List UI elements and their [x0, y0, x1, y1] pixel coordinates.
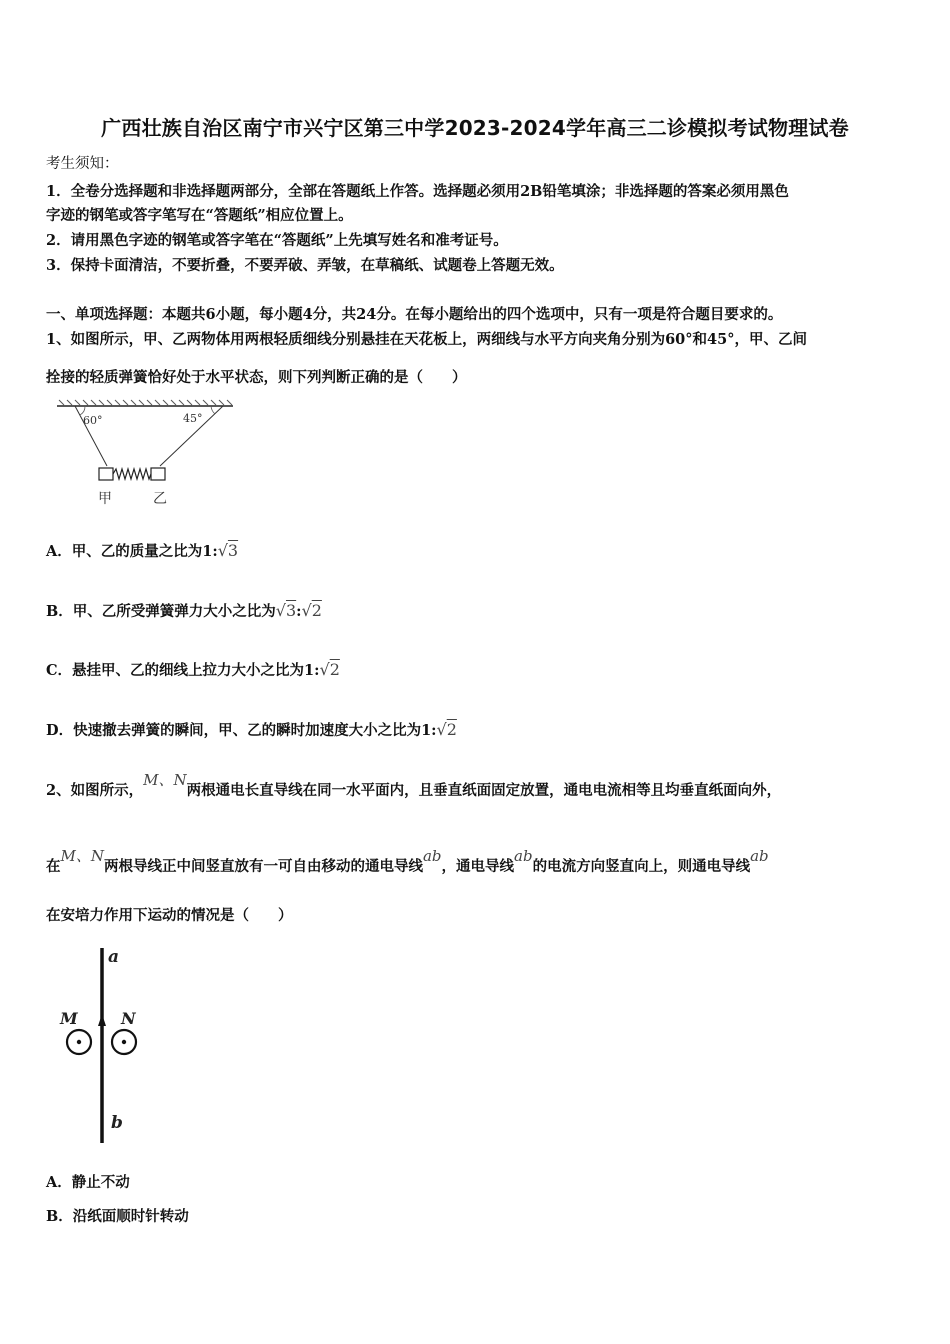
q1-option-b-math1: √3: [275, 601, 297, 620]
q1-option-d-text: D．快速撤去弹簧的瞬间，甲、乙的瞬时加速度大小之比为1:: [46, 722, 437, 739]
notice-item-1b: 字迹的钢笔或答字笔写在“答题纸”相应位置上。: [46, 207, 353, 224]
q2-stem-line3: 在安培力作用下运动的情况是（ ）: [46, 907, 293, 924]
q1-option-c-text: C．悬挂甲、乙的细线上拉力大小之比为1:: [46, 662, 320, 679]
q1-option-b-text: B．甲、乙所受弹簧弹力大小之比为: [46, 603, 276, 620]
q2-line1-rest: 两根通电长直导线在同一水平面内，且垂直纸面固定放置，通电电流相等且均垂直纸面向外，: [186, 782, 782, 799]
q1-option-c[interactable]: [46, 659, 340, 680]
q2-label-b: b: [111, 1113, 123, 1133]
q1-stem-line2: 拴接的轻质弹簧恰好处于水平状态，则下列判断正确的是（ ）: [46, 369, 467, 386]
q1-option-b-sep: :: [296, 603, 302, 620]
q1-angle-right: 45°: [183, 412, 203, 425]
q2-option-b[interactable]: B．沿纸面顺时针转动: [46, 1208, 189, 1225]
notice-item-3: 3．保持卡面清洁，不要折叠，不要弄破、弄皱，在草稿纸、试题卷上答题无效。: [46, 257, 564, 274]
notice-item-2: 2．请用黑色字迹的钢笔或答字笔在“答题纸”上先填写姓名和准考证号。: [46, 232, 508, 249]
q2-label-n: N: [121, 1009, 136, 1028]
q1-option-a-text: A．甲、乙的质量之比为1:: [46, 543, 218, 560]
q2-label-m: M: [60, 1009, 78, 1028]
q2-option-a[interactable]: A．静止不动: [46, 1174, 130, 1191]
q1-option-d-math: √2: [436, 720, 457, 739]
q2-label-a: a: [108, 947, 120, 967]
q2-figure: [55, 940, 175, 1150]
q2-ab-2: ab: [514, 847, 533, 865]
q2-ab-1: ab: [422, 847, 442, 865]
q2-stem-line2: [46, 847, 769, 876]
q2-line2-b: 两根导线正中间竖直放有一可自由移动的通电导线: [103, 858, 423, 875]
notice-heading: 考生须知：: [46, 156, 119, 172]
section-heading: 一、单项选择题：本题共6小题，每小题4分，共24分。在每小题给出的四个选项中，只有一项是符合题目要求的。: [46, 306, 783, 323]
page-title: 广西壮族自治区南宁市兴宁区第三中学2023-2024学年高三二诊模拟考试物理试卷: [101, 116, 849, 140]
q1-label-yi: 乙: [153, 491, 167, 507]
q1-option-c-math: √2: [319, 660, 340, 679]
q1-figure: [55, 398, 235, 513]
q2-prefix: 2、如图所示，: [46, 782, 144, 799]
q1-option-b-math2: √2: [301, 601, 322, 620]
q2-line2-d: 的电流方向竖直向上，则通电导线: [532, 858, 751, 875]
q1-option-a-math: √3: [217, 541, 239, 560]
q2-mn-1: M、N: [143, 771, 187, 789]
q2-stem-line1: [46, 771, 782, 800]
q2-mn-2: M、N: [60, 847, 104, 865]
q1-angle-left: 60°: [83, 414, 103, 427]
q1-stem-line1: 1、如图所示，甲、乙两物体用两根轻质细线分别悬挂在天花板上，两细线与水平方向夹角分别为60°和45°，甲、乙间: [46, 331, 807, 348]
q1-option-b[interactable]: [46, 600, 322, 621]
q1-label-jia: 甲: [98, 491, 112, 507]
q1-option-a[interactable]: [46, 540, 238, 561]
q1-option-d[interactable]: [46, 719, 457, 740]
q2-line2-c: ，通电导线: [441, 858, 515, 875]
q2-ab-3: ab: [750, 847, 769, 865]
q2-line2-a: 在: [46, 858, 61, 875]
notice-item-1a: 1．全卷分选择题和非选择题两部分，全部在答题纸上作答。选择题必须用2B铅笔填涂；非选择题的答案必须用黑色: [46, 183, 789, 200]
